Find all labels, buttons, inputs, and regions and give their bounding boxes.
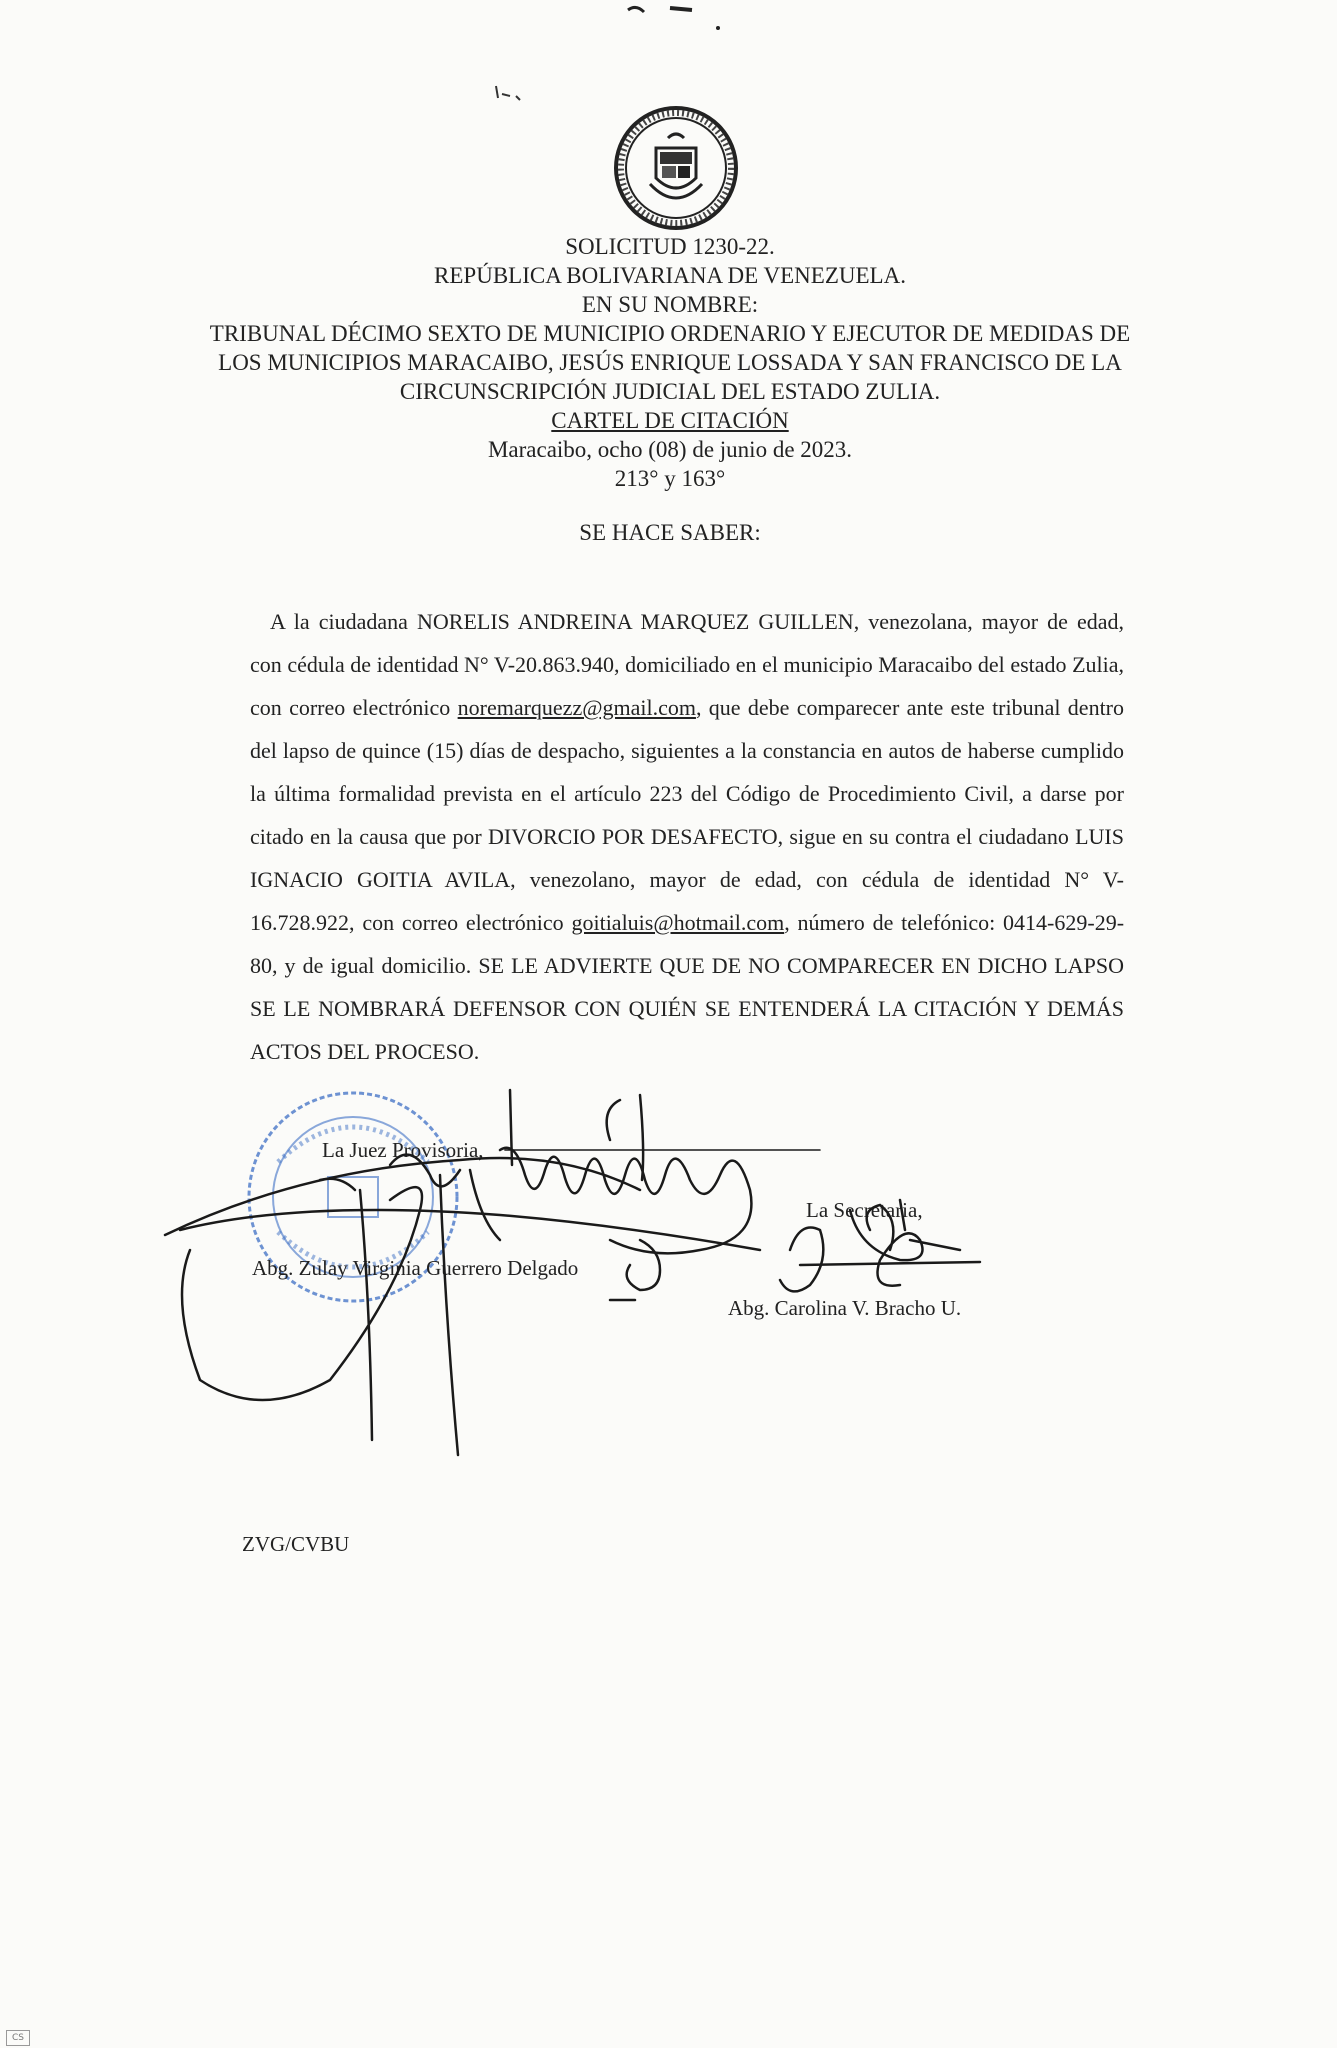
scan-artifact-marks [600,0,720,30]
solicitud-number: SOLICITUD 1230-22. [565,234,775,259]
pen-mark [480,80,540,120]
tribunal-line-1: TRIBUNAL DÉCIMO SEXTO DE MUNICIPIO ORDENARIO Y EJECUTOR DE MEDIDAS DE [209,321,1131,346]
tribunal-line-2: LOS MUNICIPIOS MARACAIBO, JESÚS ENRIQUE LOSSADA Y SAN FRANCISCO DE LA [218,350,1122,375]
email-link-plaintiff[interactable]: goitialuis@hotmail.com [571,910,785,935]
document-header [150,232,1190,547]
document-title: CARTEL DE CITACIÓN [551,408,789,433]
court-seal-icon [612,104,740,232]
se-hace-saber: SE HACE SABER: [579,520,761,545]
citation-paragraph [250,600,1124,1073]
tribunal-line-3: CIRCUNSCRIPCIÓN JUDICIAL DEL ESTADO ZULIA. [399,379,941,404]
judge-title: La Juez Provisoria, [322,1138,484,1162]
republic-name: REPÚBLICA BOLIVARIANA DE VENEZUELA. [434,263,906,288]
citation-text-part-1: A la ciudadana NORELIS ANDREINA MARQUEZ GUILLEN, venezolana, mayor de edad, con cédula de identidad N° V-20.863.940, domiciliado en el municipio Maracaibo del estado Zulia, con correo electrónico [250,609,1124,720]
citation-text-part-2: , que debe comparecer ante este tribunal dentro del lapso de quince (15) días de despacho, siguientes a la constancia en autos de haberse cumplido la última formalidad prevista en el artículo 223 del Código de Procedimiento Civil, a darse por citado en la causa que por DIVORCIO POR DESAFECTO, sigue en su contra el ciudadano LUIS IGNACIO GOITIA AVILA, venezolano, mayor de edad, con cédula de identidad N° V-16.728.922, con correo electrónico [250,695,1125,935]
judge-name: Abg. Zulay Virginia Guerrero Delgado [252,1256,579,1280]
secretary-name: Abg. Carolina V. Bracho U. [728,1296,962,1320]
citation-text-part-3: , número de telefónico: 0414-629-29-80, y de igual domicilio. SE LE ADVIERTE QUE DE NO COMPARECER EN DICHO LAPSO SE LE NOMBRARÁ DEFENSOR CON QUIÉN SE ENTENDERÁ LA CITACIÓN Y DEMÁS ACTOS DEL PROCESO. [250,910,1125,1064]
document-date: Maracaibo, ocho (08) de junio de 2023. [487,437,853,462]
citation-body [250,600,1124,1073]
document-initials: ZVG/CVBU [242,1532,350,1556]
secretary-title: La Secretaria, [806,1198,923,1222]
en-su-nombre: EN SU NOMBRE: [581,292,759,317]
years-of-independence: 213° y 163° [614,466,726,491]
email-link-defendant[interactable]: noremarquezz@gmail.com [457,695,696,720]
scanner-logo-icon: CS [6,2030,30,2046]
